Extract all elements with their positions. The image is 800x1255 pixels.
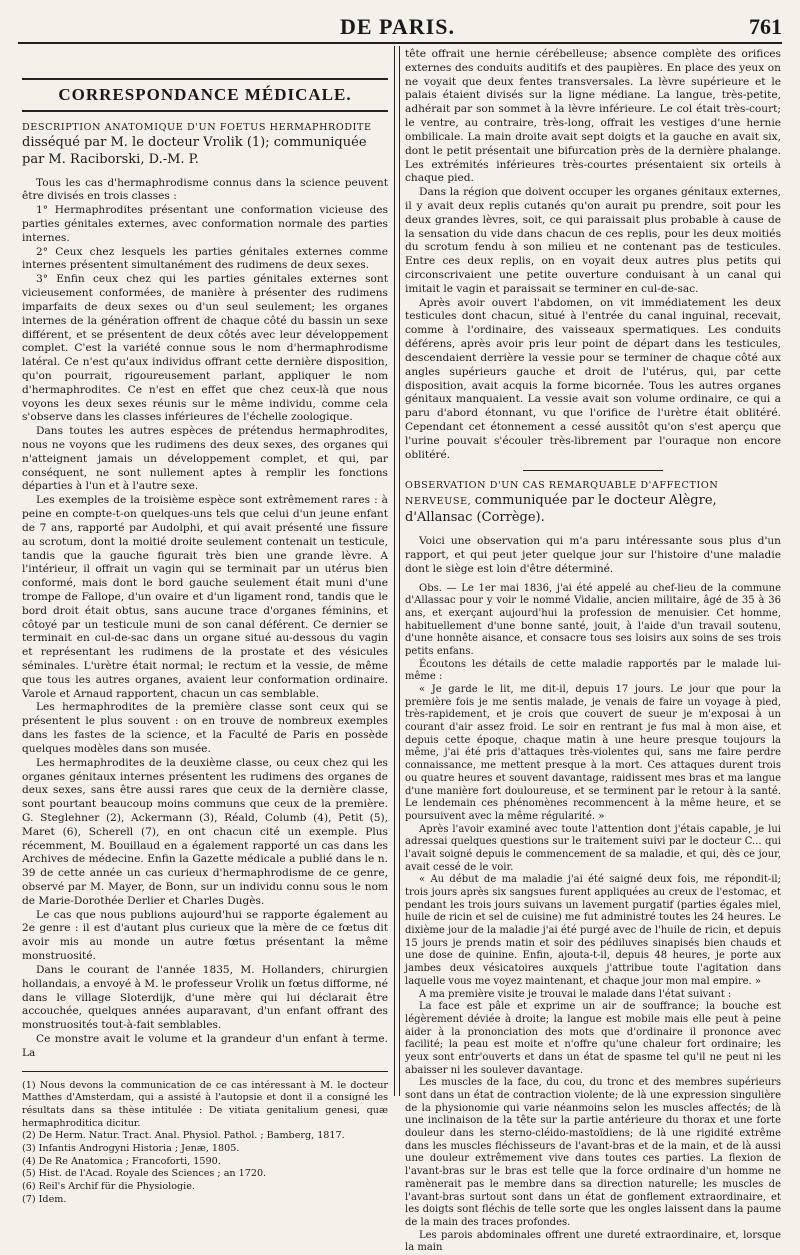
column-divider xyxy=(394,46,395,1096)
paragraph: Le cas que nous publions aujourd'hui se rapporte également au 2e genre : il est d'autant plus curieux que la mère de ce fœtus dit avoir mis au monde un autre fœtus présentant la même monstruosité. xyxy=(22,908,388,963)
article2-heading-caps: OBSERVATION D'UN CAS REMARQUABLE D'AFFECTION NERVEUSE, xyxy=(405,480,719,508)
paragraph: 3° Enfin ceux chez qui les parties génitales externes sont vicieusement conformées, de manière à présenter des rudimens imparfaits de deux sexes ou d'un seul seulement; les organes internes de la génération offrent de chaque côté du bassin un sexe différent, et se présentent de deux côtés avec leur développement complet. C'est la variété connue sous le nom d'hermaphrodisme latéral. Ce n'est qu'aux individus offrant cette dernière disposition, qu'on pourrait, rigoureusement parlant, appliquer le nom d'hermaphrodites. Ce n'est en effet que chez ceux-là que nous voyons les deux sexes réunis sur le même individu, comme cela s'observe dans les classes inférieures de l'échelle zoologique. xyxy=(22,273,388,424)
paragraph: Obs. — Le 1er mai 1836, j'ai été appelé au chef-lieu de la commune d'Allassac pour y voir le nommé Vidalie, ancien militaire, âgé de 35 à 36 ans, et exerçant aujourd'hui la profession de menuisier. Cet homme, habituellement d'une bonne santé, jouit, à l'aide d'un travail soutenu, d'une honnête aisance, et consacre tous ses loisirs aux soins de ses trois petits enfans. xyxy=(405,582,781,657)
left-column xyxy=(22,48,388,1205)
footnotes xyxy=(22,1071,388,1207)
paragraph: Les exemples de la troisième espèce sont extrêmement rares : à peine en compte-t-on quelques-uns tels que celui d'un jeune enfant de 7 ans, rapporté par Audolphi, et qui avait présenté une fissure au scrotum, dont la moitié droite seulement contenait un testicule, tandis que la gauche figurait très bien une grande lèvre. A l'intérieur, il offrait un vagin qui se terminait par un utérus bien conformé, mais dont le bord gauche seulement était muni d'une trompe de Fallope, d'un ovaire et d'un ligament rond, tandis que le bord droit était obtus, sans aucune trace d'organes féminins, et côtoyé par un testicule muni de son canal déférent. Ce dernier se terminait en cul-de-sac dans un organe situé au-dessous du vagin et représentant les rudimens de la prostate et des vésicules séminales. L'urètre était normal; le rectum et la vessie, de même que tous les autres organes, avaient leur conformation ordinaire. Varole et Arnaud rapportent, chacun un cas semblable. xyxy=(22,494,388,700)
right-column xyxy=(405,48,781,1254)
footnote: (6) Reil's Archif für die Physiologie. xyxy=(22,1180,195,1192)
footnote: (3) Infantis Androgyni Historia ; Jenæ, 1805. xyxy=(22,1142,240,1154)
footnote: (5) Hist. de l'Acad. Royale des Sciences ; an 1720. xyxy=(22,1168,267,1180)
paragraph: Dans le courant de l'année 1835, M. Hollanders, chirurgien hollandais, a envoyé à M. le professeur Vrolik un fœtus difforme, né dans le village Sloterdijk, d'une mère qui lui déclarait être accouchée, quelques années auparavant, d'un enfant offrant des monstruosités tout-à-fait semblables. xyxy=(22,963,388,1032)
running-head xyxy=(0,10,800,40)
paragraph: « Je garde le lit, me dit-il, depuis 17 jours. Le jour que pour la première fois je me sentis malade, je venais de faire un voyage à pied, très-rapidement, et je crois que couvert de sueur je m'exposai à un courant d'air assez froid. Le soir en rentrant je fus mal à mon aise, et depuis cette époque, chaque matin à une heure presque toujours la même, j'ai été pris d'attaques très-violentes qui, sans me faire perdre connaissance, me mettent presque à la mort. Ces attaques durent trois ou quatre heures et souvent davantage, raidissent mes bras et ma langue d'une manière fort douloureuse, et se terminent par le retour à la santé. Le lendemain ces phénomènes recommencent à la même heure, et se poursuivent avec la même régularité. » xyxy=(405,684,781,822)
paragraph: Tous les cas d'hermaphrodisme connus dans la science peuvent être divisés en trois classes : xyxy=(22,176,388,203)
paragraph: Ce monstre avait le volume et la grandeur d'un enfant à terme. La xyxy=(22,1032,388,1059)
article-heading-caps: DESCRIPTION ANATOMIQUE D'UN FOETUS HERMAPHRODITE xyxy=(22,122,372,134)
paragraph: Après l'avoir examiné avec toute l'attention dont j'étais capable, je lui adressai quelques questions sur le traitement suivi par le docteur C... qui l'avait soigné depuis le commencement de sa maladie, et qui, dès ce jour, avait cessé de le voir. xyxy=(405,823,781,873)
footnote: (1) Nous devons la communication de ce cas intéressant à M. le docteur Matthes d'Amsterdam, qui a assisté à l'autopsie et dont il a consigné les résultats dans sa thèse intitulée : De vitiata genitalium genesi, quæ hermaphroditica dicitur. xyxy=(22,1079,388,1129)
paragraph: Dans la région que doivent occuper les organes génitaux externes, il y avait deux replis cutanés qu'on aurait pu prendre, soit pour les deux grandes lèvres, soit, ce qui paraissait plus probable à cause de la sensation du vide dans chacun de ces replis, pour les deux moitiés du scrotum fendu à son milieu et ne contenant pas de testicules. Entre ces deux replis, on en voyait deux autres plus petits qui circonscrivaient une petite ouverture conduisant à un canal qui imitait le vagin et paraissait se terminer en cul-de-sac. xyxy=(405,186,781,295)
paragraph: Écoutons les détails de cette maladie rapportés par le malade lui-même : xyxy=(405,658,781,683)
paragraph: Les hermaphrodites de la première classe sont ceux qui se présentent le plus souvent : on en trouve de nombreux exemples dans les fastes de la science, et la Faculté de Paris en possède quelques modèles dans son musée. xyxy=(22,701,388,755)
article-separator xyxy=(523,470,663,471)
paragraph: A ma première visite je trouvai le malade dans l'état suivant : xyxy=(419,988,732,1000)
page-number: 761 xyxy=(749,14,782,39)
article-heading-line2: disséqué par M. le docteur Vrolik (1); communiquée xyxy=(22,134,367,150)
section-title: CORRESPONDANCE MÉDICALE. xyxy=(22,78,388,112)
running-title: DE PARIS. xyxy=(340,14,455,39)
footnote: (7) Idem. xyxy=(22,1193,67,1205)
paragraph: La face est pâle et exprime un air de souffrance; la bouche est légèrement déviée à droite; la langue est mobile mais elle peut à peine aider à la prononciation des mots que d'ordinaire il prononce avec facilité; la peau est moite et n'offre qu'une chaleur fort ordinaire; les yeux sont entr'ouverts et dans un état de spasme tel qu'il ne peut ni les abaisser ni les soulever davantage. xyxy=(405,1001,781,1076)
header-rule xyxy=(18,42,782,44)
paragraph: Les parois abdominales offrent une dureté extraordinaire, et, lorsque la main xyxy=(405,1229,781,1254)
continuation-paragraph: tête offrait une hernie cérébelleuse; absence complète des orifices externes des conduits auditifs et des paupières. En place des yeux on ne voyait que deux fentes transversales. La lèvre supérieure et le palais étaient divisés sur la ligne médiane. La langue, très-petite, adhérait par son sommet à la lèvre inférieure. Le col était très-court; le ventre, au contraire, très-long, offrait les vestiges d'une hernie ombilicale. La main droite avait sept doigts et la gauche en avait six, dont le petit présentait une bifurcation près de la dernière phalange. Les extrémités inférieures très-courtes présentaient six orteils à chaque pied. xyxy=(405,48,781,185)
footnote: (2) De Herm. Natur. Tract. Anal. Physiol. Pathol. ; Bamberg, 1817. xyxy=(22,1130,345,1142)
column-divider-inner xyxy=(399,46,400,1096)
paragraph: Les muscles de la face, du cou, du tronc et des membres supérieurs sont dans un état de contraction violente; de là une expression singulière de la physionomie qui varie néanmoins selon les muscles affectés; de là une inclinaison de la tête sur la partie antérieure du thorax et une forte douleur dans les sterno-cléido-mastoïdiens; de là une rigidité extrême dans les muscles fléchisseurs de l'avant-bras et de la main, et de là aussi une douleur extrêmement vive dans toutes ces parties. La flexion de l'avant-bras sur le bras est telle que la force ordinaire d'un homme ne ramènerait pas le membre dans sa direction naturelle; les muscles de l'avant-bras surtout sont dans un état de gonflement extraordinaire, et les doigts sont fléchis de telle sorte que les ongles laissent dans la paume de la main des traces profondes. xyxy=(405,1077,781,1228)
paragraph: 2° Ceux chez lesquels les parties génitales externes comme internes présentent simultanément des rudimens de deux sexes. xyxy=(22,245,388,272)
paragraph: Dans toutes les autres espèces de prétendus hermaphrodites, nous ne voyons que les rudimens des deux sexes, des organes qui n'atteignent jamais un développement complet, et qui, par conséquent, ne sont nullement aptes à remplir les fonctions départies à l'un et à l'autre sexe. xyxy=(22,425,388,493)
footnote: (4) De Re Anatomica ; Francoforti, 1590. xyxy=(22,1155,221,1167)
paragraph: Les hermaphrodites de la deuxième classe, ou ceux chez qui les organes génitaux internes présentent les rudimens des organes de deux sexes, sans être aussi rares que ceux de la dernière classe, sont pourtant beaucoup moins communs que ceux de la première. G. Steglehner (2), Ackermann (3), Réald, Columb (4), Petit (5), Maret (6), Scherell (7), en ont chacun cité un exemple. Plus récemment, M. Bouillaud en a également rapporté un cas dans les Archives de médecine. Enfin la Gazette médicale a publié dans le n. 39 de cette année un cas curieux d'hermaphrodisme de ce genre, observé par M. Mayer, de Bonn, sur un individu connu sous le nom de Marie-Dorothée Derlier et Charles Dugès. xyxy=(22,756,388,907)
paragraph: 1° Hermaphrodites présentant une conformation vicieuse des parties génitales externes, avec conformation normale des parties internes. xyxy=(22,204,388,244)
article2-heading-rest: communiquée par le docteur Alègre, d'Allansac (Corrège). xyxy=(405,493,717,526)
paragraph: « Au début de ma maladie j'ai été saigné deux fois, me répondit-il; trois jours après six sangsues furent appliquées au creux de l'estomac, et pendant les trois jours suivans un lavement purgatif (parties égales miel, huile de ricin et sel de cuisine) me fut administré toutes les 24 heures. Le dixième jour de la maladie j'ai été purgé avec de l'huile de ricin, et depuis 15 jours je prends matin et soir des pédiluves sinapisés bien chauds et une dose de quinine. Enfin, ajouta-t-il, depuis 48 heures, je porte aux jambes deux vésicatoires auxquels j'attribue toute l'agitation dans laquelle vous me voyez maintenant, et chaque jour mon mal empire. » xyxy=(405,874,781,987)
article2-heading xyxy=(405,479,781,527)
article-heading-line3: par M. Raciborski, D.-M. P. xyxy=(22,151,199,167)
intro-paragraph: Voici une observation qui m'a paru intéressante sous plus d'un rapport, et qui peut jeter quelque jour sur l'histoire d'une maladie dont le siège est loin d'être déterminé. xyxy=(405,535,781,575)
article-heading xyxy=(22,122,388,168)
observation-body xyxy=(405,583,781,1255)
paragraph: Après avoir ouvert l'abdomen, on vit immédiatement les deux testicules dont chacun, situé à l'entrée du canal inguinal, recevait, comme à l'ordinaire, des vaisseaux spermatiques. Les conduits déférens, après avoir pris leur point de départ dans les testicules, descendaient derrière la vessie pour se terminer de chaque côté aux angles supérieurs gauche et droit de l'utérus, qui, par cette disposition, avait acquis la forme bicornée. Tous les autres organes génitaux manquaient. La vessie avait son volume ordinaire, ce qui a paru d'abord étonnant, vu que l'orifice de l'urètre était oblitéré. Cependant cet étonnement a cessé aussitôt qu'on s'est aperçu que l'urine pouvait s'écouler très-librement par l'ouraque non encore oblitéré. xyxy=(405,296,781,461)
